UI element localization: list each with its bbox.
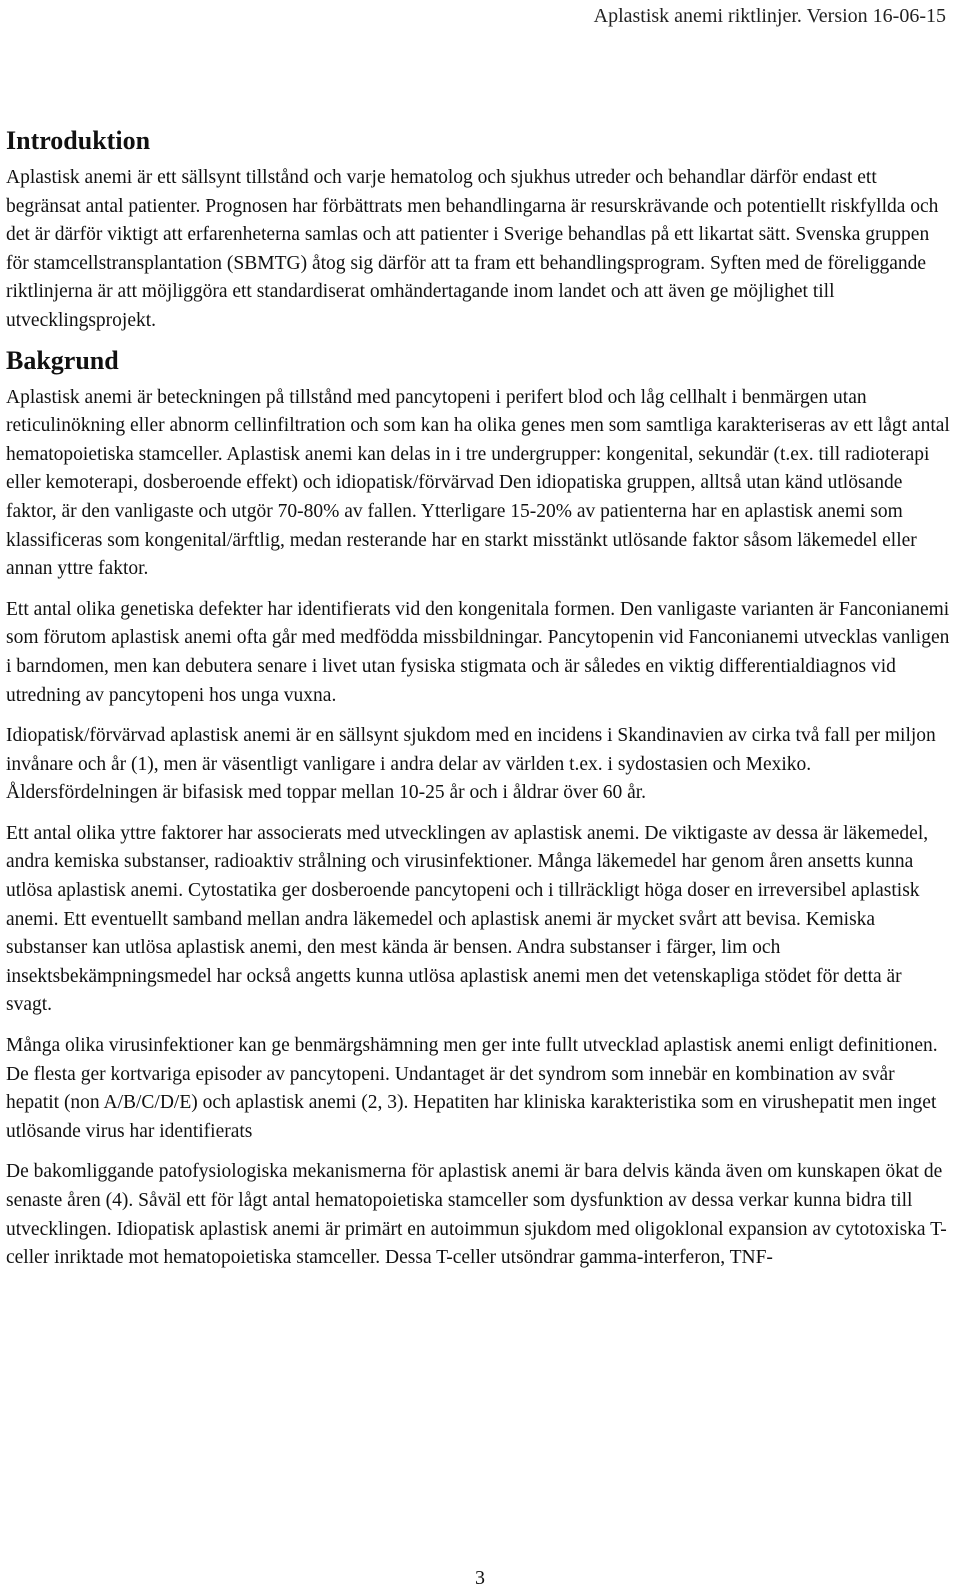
intro-paragraph-1: Aplastisk anemi är ett sällsynt tillstånd och varje hematolog och sjukhus utreder och behandlar därför endast ett begränsat antal patienter. Prognosen har förbättrats men behandlingarna är resurskrävande och potentiellt riskfyllda och det är därför viktigt att erfarenheterna samlas och att patienter i Sverige behandlas på ett likartat sätt. Svenska gruppen för stamcellstransplantation (SBMTG) åtog sig därför att ta fram ett behandlingsprogram. Syften med de föreliggande riktlinjerna är att möjliggöra ett standardiserat omhändertagande inom landet och att även ge möjlighet till utvecklingsprojekt. [6, 167, 939, 331]
page-number: 3 [475, 1567, 485, 1589]
running-header: Aplastisk anemi riktlinjer. Version 16-06-15 [593, 5, 946, 27]
bakgrund-paragraph-2: Ett antal olika genetiska defekter har identifierats vid den kongenitala formen. Den vanligaste varianten är Fanconianemi som förutom aplastisk anemi ofta går med medfödda missbildningar. Pancytopenin vid Fanconianemi utvecklas vanligen i barndomen, men kan debutera senare i livet utan fysiska stigmata och är således en viktig differentialdiagnos vid utredning av pancytopeni hos unga vuxna. [6, 598, 950, 706]
bakgrund-paragraph-1: Aplastisk anemi är beteckningen på tillstånd med pancytopeni i perifert blod och låg cellhalt i benmärgen utan reticulinökning eller abnorm cellinfiltration och som kan ha olika genes men som samtliga karakteriseras av ett lågt antal hematopoietiska stamceller. Aplastisk anemi kan delas in i tre undergrupper: kongenital, sekundär (t.ex. till radioterapi eller kemoterapi, dosberoende effekt) och idiopatisk/förvärvad Den idiopatiska gruppen, alltså utan känd utlösande faktor, är den vanligaste och utgör 70-80% av fallen. Ytterligare 15-20% av patienterna har en aplastisk anemi som klassificeras som kongenital/ärftlig, medan resterande har en starkt misstänkt utlösande faktor såsom läkemedel eller annan yttre faktor. [6, 386, 950, 580]
section-heading-introduktion: Introduktion [6, 126, 151, 155]
bakgrund-paragraph-3: Idiopatisk/förvärvad aplastisk anemi är en sällsynt sjukdom med en incidens i Skandinavien av cirka två fall per miljon invånare och år (1), men är väsentligt vanligare i andra delar av världen t.ex. i sydostasien och Mexiko. Åldersfördelningen är bifasisk med toppar mellan 10-25 år och i åldrar över 60 år. [6, 725, 936, 804]
bakgrund-paragraph-4: Ett antal olika yttre faktorer har associerats med utvecklingen av aplastisk anemi. De viktigaste av dessa är läkemedel, andra kemiska substanser, radioaktiv strålning och virusinfektioner. Många läkemedel har genom åren ansetts kunna utlösa aplastisk anemi. Cytostatika ger dosberoende pancytopeni och i tillräckligt höga doser en irreversibel aplastisk anemi. Ett eventuellt samband mellan andra läkemedel och aplastisk anemi är mycket svårt att bevisa. Kemiska substanser kan utlösa aplastisk anemi, den mest kända är bensen. Andra substanser i färger, lim och insektsbekämpningsmedel har också angetts kunna utlösa aplastisk anemi men det vetenskapliga stödet för detta är svagt. [6, 822, 929, 1016]
section-heading-bakgrund: Bakgrund [6, 345, 119, 375]
bakgrund-paragraph-5: Många olika virusinfektioner kan ge benmärgshämning men ger inte fullt utvecklad aplastisk anemi enligt definitionen. De flesta ger kortvariga episoder av pancytopeni. Undantaget är det syndrom som innebär en kombination av svår hepatit (non A/B/C/D/E) och aplastisk anemi (2, 3). Hepatiten har kliniska karakteristika som en virushepatit men inget utlösande virus har identifierats [6, 1035, 938, 1142]
document-body [6, 124, 950, 1273]
bakgrund-paragraph-6: De bakomliggande patofysiologiska mekanismerna för aplastisk anemi är bara delvis kända även om kunskapen ökat de senaste åren (4). Såväl ett för lågt antal hematopoietiska stamceller som dysfunktion av dessa verkar kunna bidra till utvecklingen. Idiopatisk aplastisk anemi är primärt en autoimmun sjukdom med oligoklonal expansion av cytotoxiska T-celler inriktade mot hematopoietiska stamceller. Dessa T-celler utsöndrar gamma-interferon, TNF- [6, 1161, 947, 1269]
